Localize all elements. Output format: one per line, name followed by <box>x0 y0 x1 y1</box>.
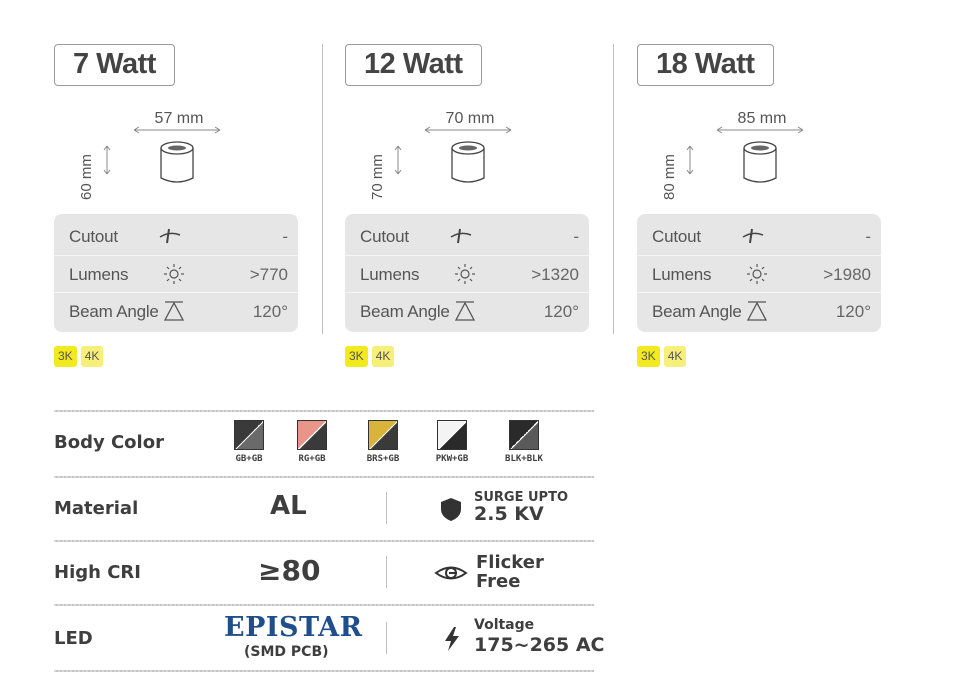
swatch-pkw-gb <box>422 420 482 464</box>
height-arrow-icon <box>685 142 695 178</box>
swatch-rg-gb <box>282 420 342 464</box>
swatch-code: PKW+GB <box>435 454 469 464</box>
color-swatch <box>437 420 467 450</box>
downlight-can-icon <box>741 140 779 186</box>
eye-icon <box>434 560 468 586</box>
color-temp-badges <box>54 346 107 368</box>
height-dimension: 60 mm <box>78 154 95 200</box>
cutout-icon <box>449 225 473 247</box>
spec-row-lumens <box>54 255 298 292</box>
swatch-brs-gb <box>353 420 413 464</box>
spec-label: Beam Angle <box>69 302 159 321</box>
cri-label: High CRI <box>54 562 141 583</box>
spec-row-beam-angle <box>345 292 589 329</box>
width-dimension: 70 mm <box>445 110 495 127</box>
led-row <box>54 606 605 670</box>
swatch-code: RG+GB <box>298 454 326 464</box>
badge-4k: 4K <box>81 346 104 367</box>
material-label: Material <box>54 498 139 519</box>
sun-icon <box>745 263 769 285</box>
spec-row-cutout <box>54 218 298 255</box>
spec-value: >770 <box>249 265 288 284</box>
spec-panel <box>54 214 298 332</box>
width-arrow-icon <box>132 124 222 136</box>
swatch-code: BLK+BLK <box>505 454 543 464</box>
spec-row-cutout <box>345 218 589 255</box>
height-arrow-icon <box>102 142 112 178</box>
material-value: AL <box>270 491 307 521</box>
spec-label: Lumens <box>360 265 420 284</box>
cutout-icon <box>158 225 182 247</box>
spec-value: - <box>865 227 871 246</box>
beam-angle-icon <box>453 300 477 322</box>
column-separator <box>386 556 387 588</box>
sun-icon <box>453 263 477 285</box>
spec-label: Beam Angle <box>360 302 450 321</box>
color-temp-badges <box>637 346 690 368</box>
spec-value: >1980 <box>823 265 871 284</box>
spec-panel <box>345 214 589 332</box>
beam-angle-icon <box>162 300 186 322</box>
spec-row-beam-angle <box>54 292 298 329</box>
spec-value: - <box>282 227 288 246</box>
cri-row <box>54 542 594 604</box>
width-arrow-icon <box>715 124 805 136</box>
badge-4k: 4K <box>664 346 687 367</box>
height-dimension: 80 mm <box>661 154 678 200</box>
variant-title: 7 Watt <box>54 44 175 86</box>
surge-value: 2.5 KV <box>474 503 544 525</box>
flicker-label: Flicker <box>476 552 544 573</box>
material-row <box>54 478 594 540</box>
width-dimension: 57 mm <box>154 110 204 127</box>
swatch-blk-blk <box>494 420 554 464</box>
spec-row-cutout <box>637 218 881 255</box>
spec-row-lumens <box>637 255 881 292</box>
width-dimension: 85 mm <box>737 110 787 127</box>
spec-value: 120° <box>835 302 871 321</box>
spec-value: >1320 <box>531 265 579 284</box>
spec-value: 120° <box>543 302 579 321</box>
row-divider <box>54 670 594 672</box>
shield-icon <box>438 496 464 522</box>
cri-value: ≥80 <box>258 554 321 587</box>
spec-row-lumens <box>345 255 589 292</box>
downlight-can-icon <box>449 140 487 186</box>
variant-18w <box>637 44 877 374</box>
body-color-row <box>54 410 594 476</box>
color-temp-badges <box>345 346 398 368</box>
led-label: LED <box>54 628 93 649</box>
variant-7w <box>54 44 294 374</box>
voltage-value: 175~265 AC <box>474 634 605 656</box>
variant-title: 12 Watt <box>345 44 482 86</box>
badge-3k: 3K <box>637 346 660 367</box>
led-brand-sub: (SMD PCB) <box>244 644 329 660</box>
swatch-gb-gb <box>219 420 279 464</box>
spec-label: Cutout <box>360 227 409 246</box>
badge-3k: 3K <box>54 346 77 367</box>
column-separator <box>386 492 387 524</box>
cutout-icon <box>741 225 765 247</box>
beam-angle-icon <box>745 300 769 322</box>
spec-value: - <box>573 227 579 246</box>
flicker-sub: Free <box>476 571 521 592</box>
lightning-icon <box>442 626 462 652</box>
badge-4k: 4K <box>372 346 395 367</box>
spec-label: Beam Angle <box>652 302 742 321</box>
voltage-label: Voltage <box>474 617 535 633</box>
color-swatch <box>509 420 539 450</box>
spec-label: Cutout <box>652 227 701 246</box>
swatch-code: BRS+GB <box>366 454 400 464</box>
height-dimension: 70 mm <box>369 154 386 200</box>
body-color-label: Body Color <box>54 432 164 453</box>
epistar-logo: EPISTAR <box>224 612 363 643</box>
surge-label: SURGE UPTO <box>474 490 569 505</box>
spec-row-beam-angle <box>637 292 881 329</box>
variant-12w <box>345 44 585 374</box>
spec-panel <box>637 214 881 332</box>
spec-label: Lumens <box>652 265 712 284</box>
spec-label: Lumens <box>69 265 129 284</box>
variant-title: 18 Watt <box>637 44 774 86</box>
downlight-can-icon <box>158 140 196 186</box>
spec-value: 120° <box>252 302 288 321</box>
column-separator <box>386 622 387 654</box>
color-swatch <box>368 420 398 450</box>
color-swatch <box>234 420 264 450</box>
spec-label: Cutout <box>69 227 118 246</box>
badge-3k: 3K <box>345 346 368 367</box>
column-divider <box>613 44 614 334</box>
height-arrow-icon <box>393 142 403 178</box>
swatch-code: GB+GB <box>235 454 263 464</box>
sun-icon <box>162 263 186 285</box>
width-arrow-icon <box>423 124 513 136</box>
column-divider <box>322 44 323 334</box>
color-swatch <box>297 420 327 450</box>
